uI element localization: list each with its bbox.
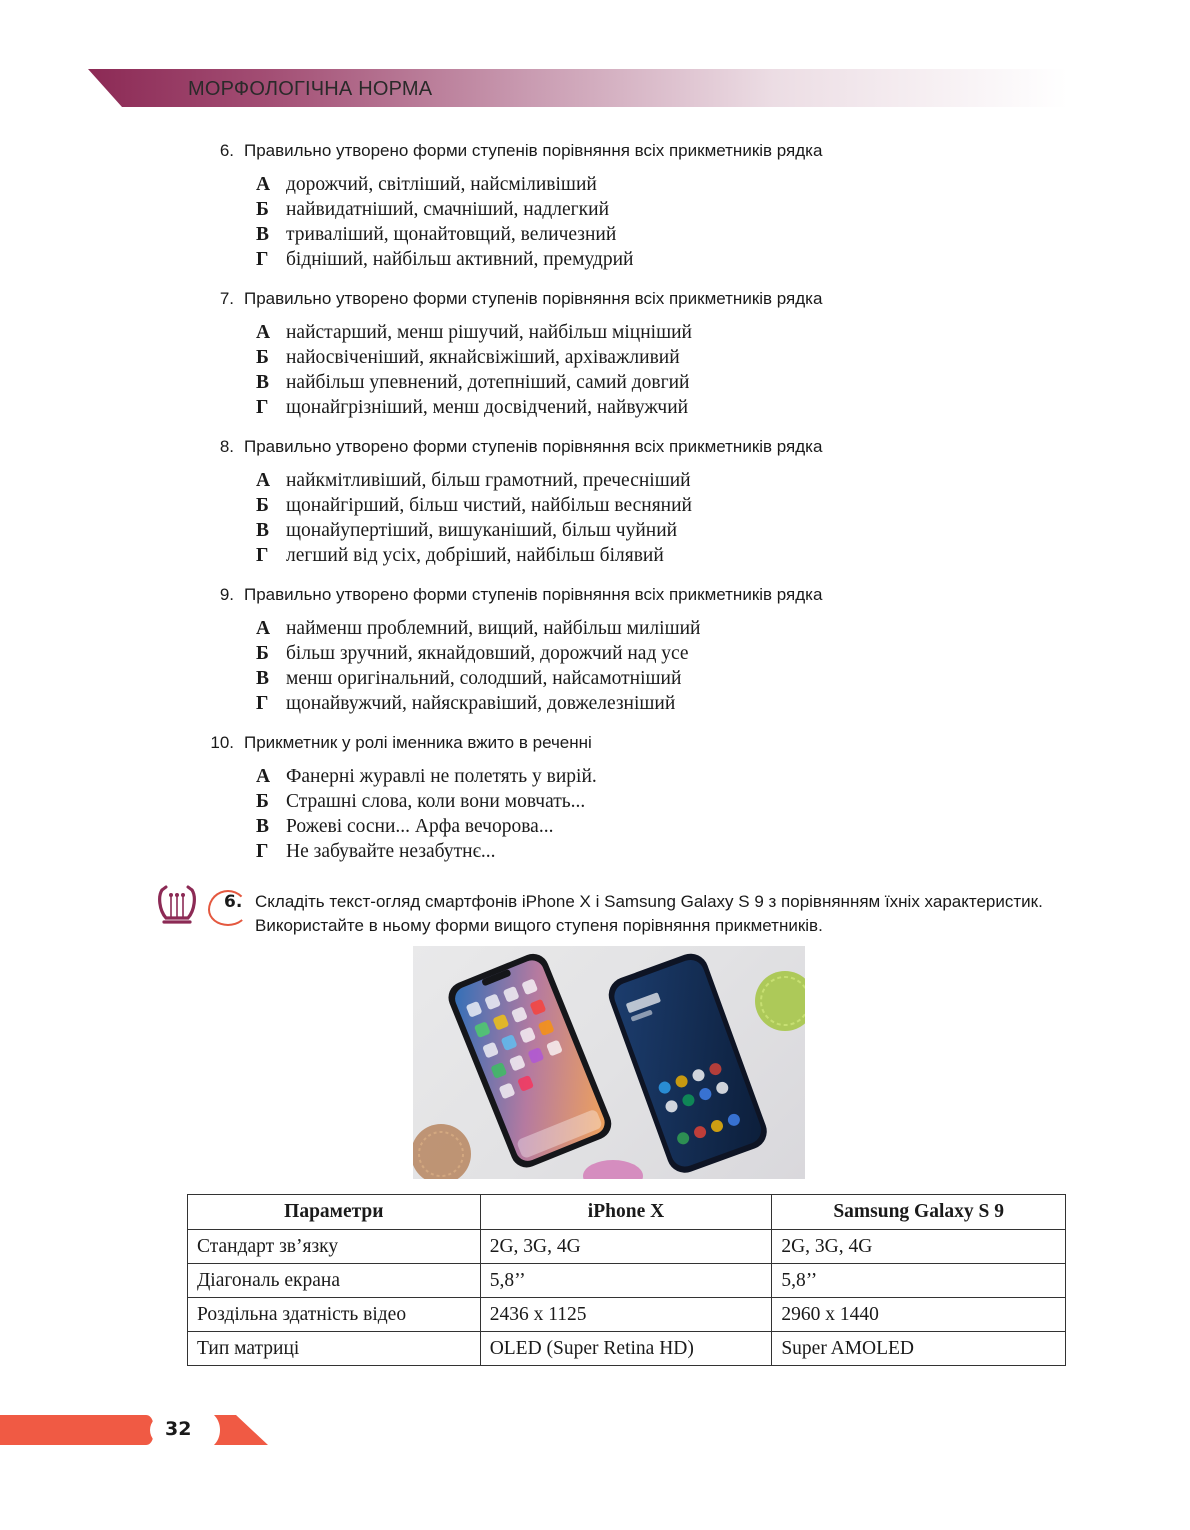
table-header: Samsung Galaxy S 9 (772, 1195, 1066, 1230)
answer-options (200, 616, 1100, 716)
answer-option[interactable] (256, 616, 1100, 641)
question-prompt: Прикметник у ролі іменника вжито в реченні (244, 733, 592, 752)
page-number: 32 (165, 1418, 192, 1440)
option-letter: А (256, 470, 271, 491)
question-8 (200, 435, 1100, 568)
answer-options (200, 320, 1100, 420)
option-letter: Б (256, 199, 269, 220)
table-cell: Super AMOLED (772, 1332, 1066, 1366)
smartphones-photo (413, 946, 805, 1179)
answer-option[interactable] (256, 814, 1100, 839)
table-cell: 2G, 3G, 4G (772, 1230, 1066, 1264)
answer-option[interactable] (256, 543, 1100, 568)
option-text: дорожчий, світліший, найсміливіший (286, 174, 597, 195)
answer-options (200, 172, 1100, 272)
option-text: найвидатніший, смачніший, надлегкий (286, 199, 610, 220)
option-text: більш зручний, якнайдовший, дорожчий над усе (286, 643, 689, 664)
option-letter: Г (256, 693, 269, 714)
option-letter: В (256, 520, 270, 541)
table-row (188, 1264, 1066, 1298)
answer-option[interactable] (256, 468, 1100, 493)
answer-option[interactable] (256, 666, 1100, 691)
answer-option[interactable] (256, 172, 1100, 197)
answer-option[interactable] (256, 345, 1100, 370)
table-cell: 2960 x 1440 (772, 1298, 1066, 1332)
table-cell: 5,8’’ (480, 1264, 772, 1298)
option-text: бідніший, найбільш активний, премудрий (286, 249, 634, 270)
answer-option[interactable] (256, 197, 1100, 222)
answer-option[interactable] (256, 789, 1100, 814)
option-letter: Г (256, 397, 269, 418)
question-number: 6. (219, 141, 234, 160)
question-9 (200, 583, 1100, 716)
answer-option[interactable] (256, 493, 1100, 518)
answer-option[interactable] (256, 395, 1100, 420)
table-cell: Роздільна здатність відео (188, 1298, 481, 1332)
answer-options (200, 468, 1100, 568)
table-cell: 2436 x 1125 (480, 1298, 772, 1332)
question-number: 10. (210, 733, 234, 752)
option-text: щонайгірший, більш чистий, найбільш весняний (286, 495, 692, 516)
option-text: щонайупертіший, вишуканіший, більш чуйний (286, 520, 678, 541)
option-text: Фанерні журавлі не полетять у вирій. (286, 766, 597, 787)
answer-option[interactable] (256, 764, 1100, 789)
answer-option[interactable] (256, 370, 1100, 395)
option-text: триваліший, щонайтовщий, величезний (286, 224, 617, 245)
table-cell: OLED (Super Retina HD) (480, 1332, 772, 1366)
table-cell: 5,8’’ (772, 1264, 1066, 1298)
question-number: 9. (219, 585, 234, 604)
lyre-icon (156, 884, 198, 928)
option-text: найменш проблемний, вищий, найбільш миліший (286, 618, 701, 639)
footer-bar (0, 1415, 268, 1445)
task-number: 6. (224, 892, 243, 912)
option-text: найстарший, менш рішучий, найбільш міцніший (286, 322, 692, 343)
question-number: 7. (219, 289, 234, 308)
question-prompt: Правильно утворено форми ступенів порівняння всіх прикметників рядка (244, 437, 823, 456)
option-text: легший від усіх, добріший, найбільш білявий (286, 545, 664, 566)
option-text: менш оригінальний, солодший, найсамотніший (286, 668, 682, 689)
answer-option[interactable] (256, 839, 1100, 864)
option-letter: А (256, 618, 271, 639)
smartphones-illustration (413, 946, 805, 1179)
table-row (188, 1298, 1066, 1332)
option-letter: В (256, 668, 270, 689)
answer-option[interactable] (256, 222, 1100, 247)
option-text: Рожеві сосни... Арфа вечорова... (286, 816, 554, 837)
option-text: найкмітливіший, більш грамотний, пречесніший (286, 470, 691, 491)
table-header: iPhone X (480, 1195, 772, 1230)
answer-options (200, 764, 1100, 864)
option-text: найосвіченіший, якнайсвіжіший, архіважливий (286, 347, 680, 368)
table-row (188, 1230, 1066, 1264)
answer-option[interactable] (256, 247, 1100, 272)
answer-option[interactable] (256, 518, 1100, 543)
option-letter: В (256, 224, 270, 245)
option-text: найбільш упевнений, дотепніший, самий довгий (286, 372, 690, 393)
option-letter: Г (256, 545, 269, 566)
question-6 (200, 139, 1100, 272)
option-text: щонайвужчий, найяскравіший, довжелезніший (286, 693, 676, 714)
table-cell: 2G, 3G, 4G (480, 1230, 772, 1264)
task-text: Складіть текст-огляд смартфонів iPhone X і Samsung Galaxy S 9 з порівнянням їхніх характеристик. Використайте в ньому форми вищого ступеня порівняння прикметників. (255, 892, 1043, 935)
option-letter: А (256, 766, 271, 787)
option-letter: Б (256, 347, 269, 368)
table-cell: Тип матриці (188, 1332, 481, 1366)
option-letter: А (256, 322, 271, 343)
table-header-row (188, 1195, 1066, 1230)
option-letter: Б (256, 643, 269, 664)
question-prompt: Правильно утворено форми ступенів порівняння всіх прикметників рядка (244, 585, 823, 604)
option-letter: Б (256, 791, 269, 812)
option-text: Страшні слова, коли вони мовчать... (286, 791, 586, 812)
option-letter: Г (256, 249, 269, 270)
question-prompt: Правильно утворено форми ступенів порівняння всіх прикметників рядка (244, 141, 823, 160)
answer-option[interactable] (256, 641, 1100, 666)
answer-option[interactable] (256, 691, 1100, 716)
question-number: 8. (219, 437, 234, 456)
option-letter: В (256, 372, 270, 393)
question-prompt: Правильно утворено форми ступенів порівняння всіх прикметників рядка (244, 289, 823, 308)
option-letter: Г (256, 841, 269, 862)
question-7 (200, 287, 1100, 420)
option-letter: А (256, 174, 271, 195)
option-letter: Б (256, 495, 269, 516)
table-cell: Стандарт зв’язку (188, 1230, 481, 1264)
answer-option[interactable] (256, 320, 1100, 345)
specs-table (187, 1194, 1066, 1366)
option-letter: В (256, 816, 270, 837)
option-text: щонайгрізніший, менш досвідчений, найвужчий (286, 397, 689, 418)
option-text: Не забувайте незабутнє... (286, 841, 496, 862)
question-10 (200, 731, 1100, 864)
table-row (188, 1332, 1066, 1366)
table-header: Параметри (188, 1195, 481, 1230)
section-title: МОРФОЛОГІЧНА НОРМА (188, 78, 433, 100)
table-cell: Діагональ екрана (188, 1264, 481, 1298)
